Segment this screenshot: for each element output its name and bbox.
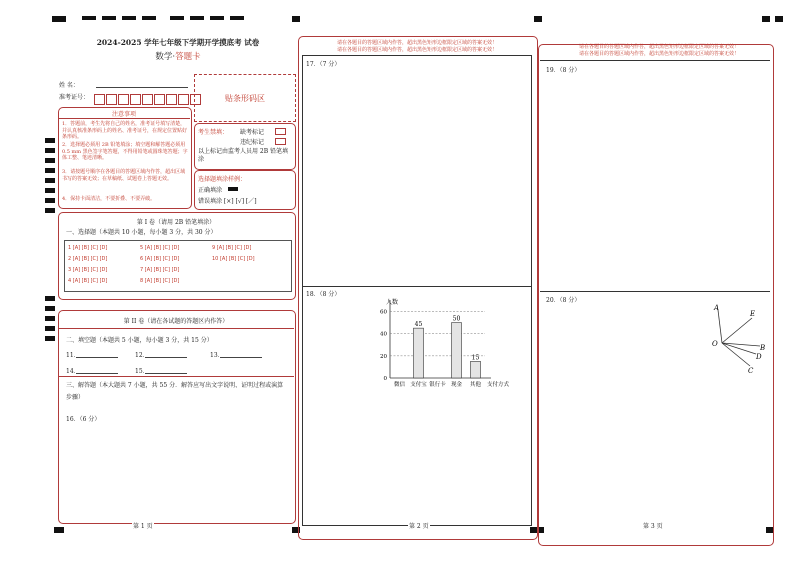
timing-mark bbox=[170, 16, 184, 20]
ban-note: 以上标记由监考人员用 2B 铅笔填涂 bbox=[198, 148, 289, 163]
timing-mark bbox=[122, 16, 136, 20]
blank-14-line[interactable] bbox=[76, 373, 118, 374]
timing-mark bbox=[82, 16, 96, 20]
correct-fill-label: 正确填涂 bbox=[198, 187, 223, 194]
point-d-label: D bbox=[756, 353, 762, 361]
barcode-label: 贴条形码区 bbox=[225, 93, 265, 103]
exam-title: 2024-2025 学年七年级下学期开学摸底考 试卷 bbox=[96, 38, 260, 47]
y-tick-label: 40 bbox=[380, 331, 387, 338]
answer-box-17[interactable] bbox=[302, 55, 532, 287]
bar bbox=[452, 323, 462, 378]
ray-oe bbox=[722, 318, 752, 343]
point-e-label: E bbox=[750, 310, 756, 318]
fill-heading: 二、填空题（本题共 5 小题，每小题 3 分，共 15 分） bbox=[66, 337, 213, 344]
y-tick-label: 20 bbox=[380, 353, 387, 360]
choice-row[interactable]: 7 [A] [B] [C] [D] bbox=[140, 267, 180, 273]
choice-row[interactable]: 9 [A] [B] [C] [D] bbox=[212, 245, 252, 251]
data-label: 50 bbox=[452, 315, 461, 323]
page-number: 第 2 页 bbox=[409, 523, 429, 530]
category-label: 银行卡 bbox=[429, 382, 446, 388]
y-axis-label: 人数 bbox=[386, 299, 399, 306]
notice-item: 4．保持卡面清洁，不要折叠、不要弄破。 bbox=[62, 196, 156, 202]
absent-mark-box[interactable] bbox=[275, 128, 286, 135]
timing-mark bbox=[102, 16, 116, 20]
notice-item: 3．请按题号顺序在各题目的答题区域内作答，超出区域书写的答案无效；在草稿纸、试题卷上答题无效。 bbox=[62, 169, 186, 182]
question-16-label: 16．（6 分） bbox=[66, 416, 101, 423]
category-label: 现金 bbox=[450, 382, 463, 388]
timing-mark bbox=[210, 16, 224, 20]
id-label: 准考证号： bbox=[59, 94, 90, 101]
side-mark bbox=[45, 198, 55, 203]
timing-mark bbox=[142, 16, 156, 20]
side-mark bbox=[45, 296, 55, 301]
blank-12-line[interactable] bbox=[145, 357, 187, 358]
timing-mark bbox=[54, 527, 64, 533]
page-number: 第 1 页 bbox=[133, 523, 153, 530]
blank-label: 14． bbox=[66, 368, 80, 375]
choice-row[interactable]: 2 [A] [B] [C] [D] bbox=[68, 256, 108, 262]
correct-fill-sample bbox=[228, 187, 238, 191]
point-c-label: C bbox=[748, 367, 754, 375]
timing-mark bbox=[230, 16, 244, 20]
data-label: 45 bbox=[414, 321, 423, 329]
blank-label: 12． bbox=[135, 352, 149, 359]
point-a-label: A bbox=[714, 304, 720, 312]
warning-banner: 请在各题目的答题区域内作答，超出黑色矩形边框限定区域的答案无效！ bbox=[578, 44, 739, 50]
absent-mark-label: 缺考标记 bbox=[240, 129, 265, 136]
blank-11-line[interactable] bbox=[76, 357, 118, 358]
notice-item: 1．答题前，考生先将自己的姓名，准考证号填写清楚，并认真核准条形码上的姓名、准考证号，在规定位置贴好条形码。 bbox=[62, 121, 188, 140]
category-label: 其他 bbox=[469, 382, 482, 388]
timing-mark bbox=[190, 16, 204, 20]
side-mark bbox=[45, 336, 55, 341]
side-mark bbox=[45, 188, 55, 193]
solve-heading: 三、解答题（本大题共 7 小题，共 55 分．解答应写出文字说明、证明过程或演算步骤） bbox=[66, 382, 284, 401]
timing-mark bbox=[534, 16, 542, 22]
side-mark bbox=[45, 148, 55, 153]
side-mark bbox=[45, 178, 55, 183]
ray-oa bbox=[718, 310, 722, 343]
side-mark bbox=[45, 158, 55, 163]
subject-label: 数学· bbox=[155, 52, 176, 62]
card-title bbox=[64, 50, 292, 62]
side-mark bbox=[45, 306, 55, 311]
section2-title: 第 II 卷（请在各试题的答题区内作答） bbox=[123, 318, 229, 325]
name-label: 姓 名： bbox=[59, 82, 79, 89]
timing-mark bbox=[292, 16, 300, 22]
section1-title: 第 I 卷（请用 2B 铅笔填涂） bbox=[136, 219, 216, 226]
warning-banner: 请在各题目的答题区域内作答，超出黑色矩形边框限定区域的答案无效！ bbox=[578, 51, 739, 57]
notice-item: 2．选择题必须用 2B 铅笔填涂；填空题和解答题必须用 0.5 mm 黑色签字笔答题，不得用铅笔或圆珠笔答题；字体工整、笔迹清晰。 bbox=[62, 142, 188, 161]
question-20-label: 20．（8 分） bbox=[546, 297, 581, 304]
barcode-area bbox=[194, 74, 296, 122]
warning-banner: 请在各题目的答题区域内作答，超出黑色矩形边框限定区域的答案无效！ bbox=[336, 47, 497, 53]
bar bbox=[414, 328, 424, 378]
side-mark bbox=[45, 168, 55, 173]
question-19-label: 19．（8 分） bbox=[546, 67, 581, 74]
timing-mark bbox=[762, 16, 770, 22]
y-tick-label: 0 bbox=[383, 376, 387, 382]
card-label: 答题卡 bbox=[175, 52, 201, 62]
angle-rays-figure bbox=[700, 300, 770, 380]
page-number: 第 3 页 bbox=[643, 523, 663, 530]
point-b-label: B bbox=[760, 344, 766, 352]
side-mark bbox=[45, 138, 55, 143]
warning-banner: 请在各题目的答题区域内作答，超出黑色矩形边框限定区域的答案无效！ bbox=[336, 40, 497, 46]
side-mark bbox=[45, 208, 55, 213]
question-17-label: 17．（7 分） bbox=[306, 61, 341, 68]
blank-label: 11． bbox=[66, 352, 80, 359]
bar bbox=[471, 361, 481, 378]
violation-mark-box[interactable] bbox=[275, 138, 286, 145]
ban-label: 考生禁填： bbox=[198, 129, 229, 136]
x-axis-label: 支付方式 bbox=[487, 382, 510, 388]
blank-15-line[interactable] bbox=[145, 373, 187, 374]
name-field[interactable] bbox=[96, 87, 188, 88]
choice-row[interactable]: 4 [A] [B] [C] [D] bbox=[68, 278, 108, 284]
choice-row[interactable]: 10 [A] [B] [C] [D] bbox=[212, 256, 255, 262]
question-18-label: 18．（8 分） bbox=[306, 291, 341, 298]
blank-label: 13． bbox=[210, 352, 224, 359]
choice-row[interactable]: 6 [A] [B] [C] [D] bbox=[140, 256, 180, 262]
category-label: 支付宝 bbox=[410, 382, 427, 388]
timing-mark bbox=[52, 16, 66, 22]
blank-13-line[interactable] bbox=[220, 357, 262, 358]
blank-label: 15． bbox=[135, 368, 149, 375]
ray-oc bbox=[722, 343, 750, 366]
payment-bar-chart bbox=[352, 294, 532, 394]
data-label: 15 bbox=[471, 354, 480, 362]
point-o-label: O bbox=[712, 340, 718, 348]
y-tick-label: 60 bbox=[380, 309, 387, 316]
timing-mark bbox=[775, 16, 783, 22]
side-mark bbox=[45, 316, 55, 321]
choice-row[interactable]: 3 [A] [B] [C] [D] bbox=[68, 267, 108, 273]
violation-mark-label: 违纪标记 bbox=[240, 139, 265, 146]
fill-example-title: 选择题填涂样例： bbox=[198, 176, 247, 183]
side-mark bbox=[45, 326, 55, 331]
wrong-fill-label: 错误填涂 [×] [√] [／] bbox=[198, 198, 257, 205]
answer-area-16[interactable] bbox=[62, 424, 290, 518]
divider bbox=[58, 328, 294, 329]
choice-row[interactable]: 8 [A] [B] [C] [D] bbox=[140, 278, 180, 284]
notice-title: 注意事项 bbox=[111, 111, 136, 118]
section1-heading: 一、选择题（本题共 10 小题，每小题 3 分，共 30 分） bbox=[66, 229, 217, 236]
category-label: 微信 bbox=[393, 382, 406, 388]
answer-box-19[interactable] bbox=[540, 60, 770, 292]
choice-row[interactable]: 1 [A] [B] [C] [D] bbox=[68, 245, 108, 251]
divider bbox=[58, 118, 190, 119]
choice-row[interactable]: 5 [A] [B] [C] [D] bbox=[140, 245, 180, 251]
divider bbox=[58, 376, 294, 377]
